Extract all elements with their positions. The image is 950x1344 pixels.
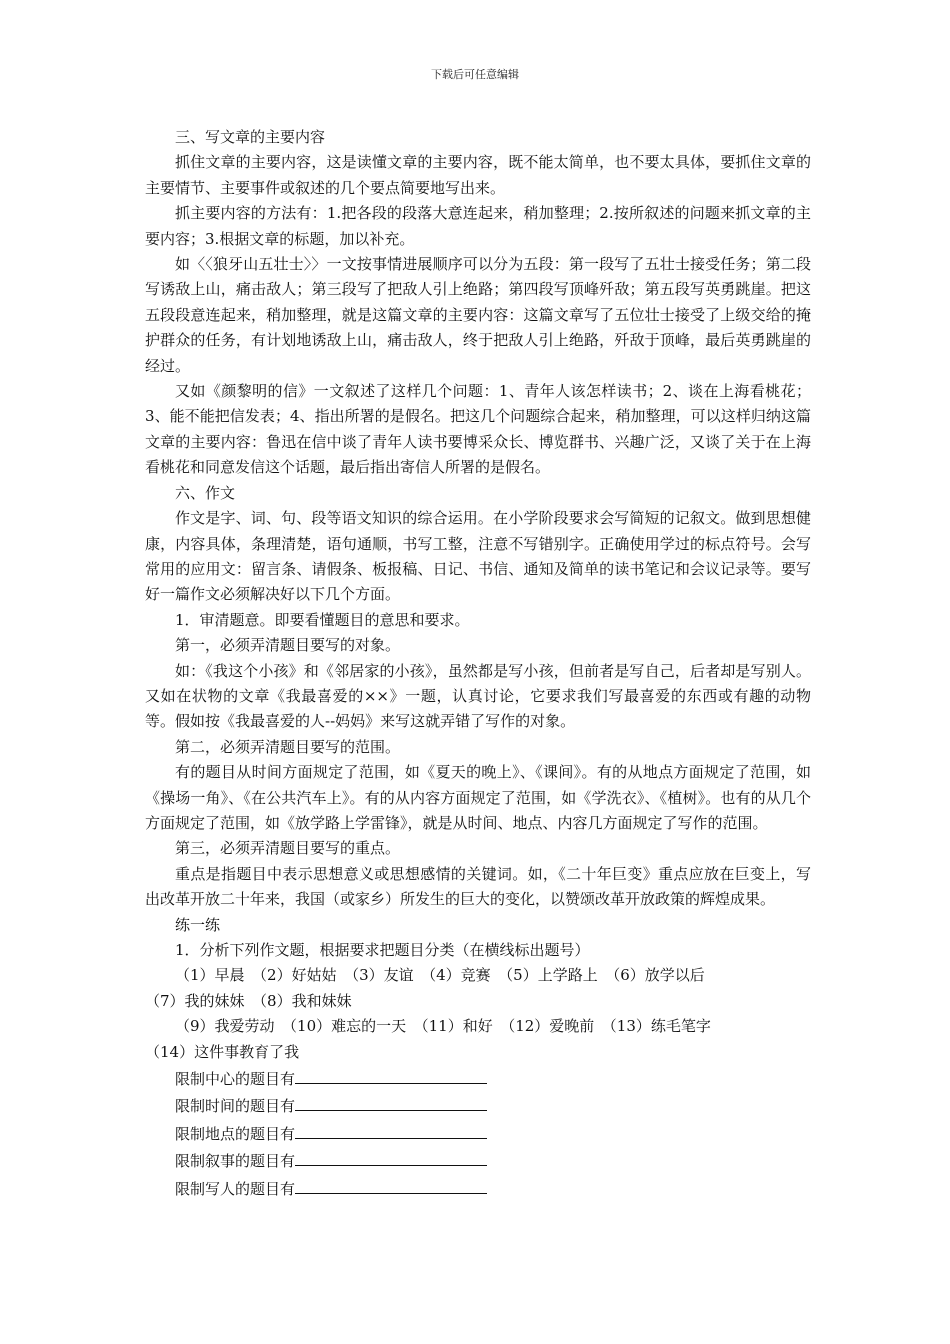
answer-row-place bbox=[145, 1120, 811, 1147]
paragraph-third-focus: 第三，必须弄清题目要写的重点。 bbox=[175, 839, 401, 858]
answer-blank-line[interactable] bbox=[295, 1147, 487, 1166]
answer-row-label: 限制写人的题目有 bbox=[175, 1179, 296, 1198]
paragraph-example-langyashan: 如〈〈狼牙山五壮士〉〉一文按事情进展顺序可以分为五段：第一段写了五壮士接受任务；第二段写诱敌上山，痛击敌人；第三段写了把敌人引上绝路；第四段写顶峰歼敌；第五段写英勇跳崖。把这五段段意连起来，稍加整理，就是这篇文章的主要内容：这篇文章写了五位壮士接受了上级交给的掩护群众的任务，有计划地诱敌上山，痛击敌人，终于把敌人引上绝路，歼敌于顶峰，最后英勇跳崖的经过。 bbox=[145, 255, 811, 375]
answer-blank-line[interactable] bbox=[295, 1065, 487, 1084]
paragraph-practice-instruction: 1．分析下列作文题，根据要求把题目分类（在横线标出题号） bbox=[175, 941, 590, 959]
answer-row-narrative bbox=[145, 1147, 811, 1174]
paragraph-method: 抓主要内容的方法有：1.把各段的段落大意连起来，稍加整理；2.按所叙述的问题来抓文章的主要内容；3.根据文章的标题，加以补充。 bbox=[145, 204, 811, 248]
topic-options-line: （7）我的妹妹 （8）我和妹妹 bbox=[145, 991, 352, 1010]
paragraph-focus-example: 重点是指题目中表示思想意义或思想感情的关键词。如，《二十年巨变》重点应放在巨变上，写出改革开放二十年来，我国（或家乡）所发生的巨大的变化，以赞颂改革开放政策的辉煌成果。 bbox=[145, 864, 811, 909]
answer-row-center bbox=[145, 1065, 811, 1092]
section-heading-main-content: 三、写文章的主要内容 bbox=[175, 128, 326, 146]
paragraph-grasp-main-content: 抓住文章的主要内容，这是读懂文章的主要内容，既不能太简单，也不要太具体，要抓住文章的主要情节、主要事件或叙述的几个要点简要地写出来。 bbox=[145, 153, 811, 197]
page-header-note: 下载后可任意编辑 bbox=[431, 68, 519, 81]
answer-blank-line[interactable] bbox=[295, 1092, 487, 1111]
paragraph-object-example: 如：《我这个小孩》和《邻居家的小孩》，虽然都是写小孩，但前者是写自己，后者却是写别人。又如在状物的文章《我最喜爱的××》一题，认真讨论，它要求我们写最喜爱的东西或有趣的动物等。假如按《我最喜爱的人--妈妈》来写这就弄错了写作的对象。 bbox=[145, 661, 811, 731]
answer-blank-line[interactable] bbox=[295, 1120, 487, 1139]
answer-row-label: 限制地点的题目有 bbox=[175, 1124, 296, 1143]
section-heading-practice: 练一练 bbox=[175, 915, 221, 934]
topic-options-line: （1）早晨 （2）好姑姑 （3）友谊 （4）竞赛 （5）上学路上 （6）放学以后 bbox=[175, 966, 705, 985]
paragraph-first-object: 第一，必须弄清题目要写的对象。 bbox=[175, 636, 401, 655]
paragraph-second-scope: 第二，必须弄清题目要写的范围。 bbox=[175, 737, 401, 756]
paragraph-scope-example: 有的题目从时间方面规定了范围，如《夏天的晚上》、《课间》。有的从地点方面规定了范围，如《操场一角》、《在公共汽车上》。有的从内容方面规定了范围，如《学洗衣》、《植树》。也有的从几个方面规定了范围，如《放学路上学雷锋》，就是从时间、地点、内容几方面规定了写作的范围。 bbox=[145, 763, 811, 832]
paragraph-review-topic: 1．审清题意。即要看懂题目的意思和要求。 bbox=[175, 610, 470, 629]
answer-row-person bbox=[145, 1175, 811, 1202]
answer-row-time bbox=[145, 1092, 811, 1119]
section-heading-composition: 六、作文 bbox=[175, 483, 236, 502]
topic-options-line: （14）这件事教育了我 bbox=[145, 1042, 300, 1061]
answer-row-label: 限制中心的题目有 bbox=[175, 1070, 296, 1089]
answer-row-label: 限制叙事的题目有 bbox=[175, 1152, 296, 1171]
paragraph-composition-intro: 作文是字、词、句、段等语文知识的综合运用。在小学阶段要求会写简短的记叙文。做到思想健康，内容具体，条理清楚，语句通顺，书写工整，注意不写错别字。正确使用学过的标点符号。会写常用的应用文：留言条、请假条、板报稿、日记、书信、通知及简单的读书笔记和会议记录等。要写好一篇作文必须解决好以下几个方面。 bbox=[145, 509, 811, 604]
topic-options-line: （9）我爱劳动 （10）难忘的一天 （11）和好 （12）爱晚前 （13）练毛笔字 bbox=[175, 1017, 711, 1036]
answer-row-label: 限制时间的题目有 bbox=[175, 1097, 296, 1116]
answer-blank-line[interactable] bbox=[295, 1175, 487, 1194]
paragraph-example-letter: 又如《颜黎明的信》一文叙述了这样几个问题：1、青年人该怎样读书；2、谈在上海看桃花；3、能不能把信发表；4、指出所署的是假名。把这几个问题综合起来，稍加整理，可以这样归纳这篇文章的主要内容：鲁迅在信中谈了青年人读书要博采众长、博览群书、兴趣广泛，又谈了关于在上海看桃花和同意发信这个话题，最后指出寄信人所署的是假名。 bbox=[145, 382, 811, 477]
document-body bbox=[145, 125, 811, 1202]
